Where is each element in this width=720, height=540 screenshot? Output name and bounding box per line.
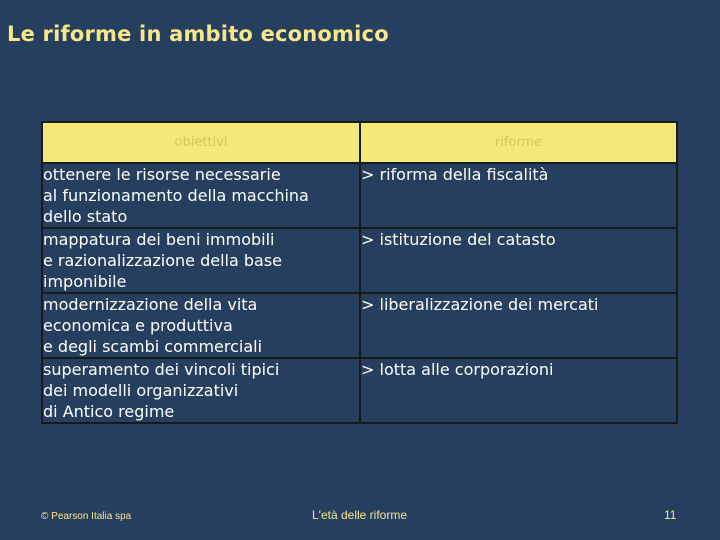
objective-text: modernizzazione della vita economica e produttiva e degli scambi commerciali: [43, 295, 263, 356]
reform-text: > lotta alle corporazioni: [361, 360, 554, 379]
reforms-table: [41, 121, 678, 424]
reform-cell: [360, 358, 677, 423]
column-header-objectives: obiettivi: [42, 122, 360, 163]
table-row: [42, 163, 677, 228]
column-header-reforms: riforme: [360, 122, 677, 163]
reform-cell: [360, 163, 677, 228]
table-header-row: [42, 122, 677, 163]
table-row: [42, 293, 677, 358]
section-title: L'età delle riforme: [312, 508, 408, 522]
objective-cell: [42, 163, 360, 228]
copyright-notice: © Pearson Italia spa: [41, 511, 132, 522]
objective-text: superamento dei vincoli tipici dei modelli organizzativi di Antico regime: [43, 360, 280, 421]
table-row: [42, 358, 677, 423]
reform-text: > riforma della fiscalità: [361, 165, 549, 184]
reform-text: > liberalizzazione dei mercati: [361, 295, 599, 314]
objective-cell: [42, 358, 360, 423]
objective-text: ottenere le risorse necessarie al funzionamento della macchina dello stato: [43, 165, 309, 226]
objective-cell: [42, 228, 360, 293]
reform-cell: [360, 293, 677, 358]
reform-text: > istituzione del catasto: [361, 230, 556, 249]
slide-title: Le riforme in ambito economico: [7, 22, 389, 46]
page-number: 11: [664, 508, 677, 522]
objective-cell: [42, 293, 360, 358]
objective-text: mappatura dei beni immobili e razionalizzazione della base imponibile: [43, 230, 283, 291]
table-row: [42, 228, 677, 293]
reform-cell: [360, 228, 677, 293]
